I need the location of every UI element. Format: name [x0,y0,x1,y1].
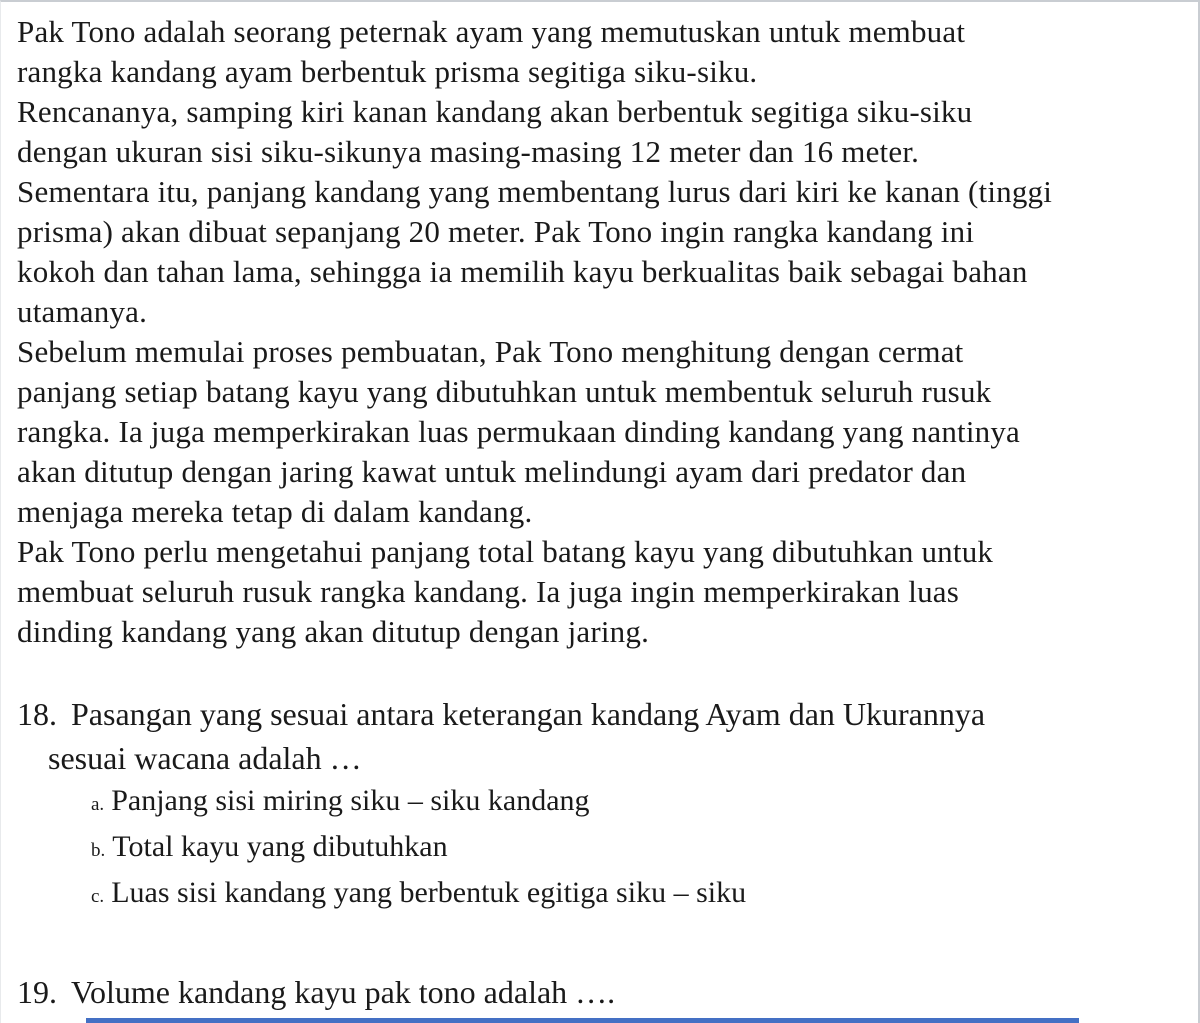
passage-line: prisma) akan dibuat sepanjang 20 meter. Pak Tono ingin rangka kandang ini [17,214,975,249]
question-19-text: Volume kandang kayu pak tono adalah …. [71,974,616,1010]
passage-line: menjaga mereka tetap di dalam kandang. [17,494,533,529]
passage-line: Sementara itu, panjang kandang yang membentang lurus dari kiri ke kanan (tinggi [17,174,1053,209]
option-c-text: Luas sisi kandang yang berbentuk egitiga siku – siku [111,876,747,909]
option-a-marker: a. [91,794,105,815]
question-18 [17,692,1190,918]
document-content [17,12,1190,1014]
passage-line: utamanya. [17,294,148,329]
passage-line: akan ditutup dengan jaring kawat untuk melindungi ayam dari predator dan [17,454,967,489]
question-18-text: Pasangan yang sesuai antara keterangan kandang Ayam dan Ukurannya [71,696,986,732]
passage-line: Sebelum memulai proses pembuatan, Pak Tono menghitung dengan cermat [17,334,964,369]
passage-line: kokoh dan tahan lama, sehingga ia memilih kayu berkualitas baik sebagai bahan [17,254,1028,289]
passage-line: membuat seluruh rusuk rangka kandang. Ia juga ingin memperkirakan luas [17,574,960,609]
question-18-number: 18. [17,696,57,732]
option-b-text: Total kayu yang dibutuhkan [112,830,448,863]
bottom-divider-line [86,1018,1079,1023]
option-a-text: Panjang sisi miring siku – siku kandang [111,784,590,817]
passage-line: rangka kandang ayam berbentuk prisma segitiga siku-siku. [17,54,758,89]
question-18-options [91,780,1190,918]
passage-line: dinding kandang yang akan ditutup dengan jaring. [17,614,650,649]
passage-line: panjang setiap batang kayu yang dibutuhkan untuk membentuk seluruh rusuk [17,374,992,409]
passage [17,12,1190,652]
question-19 [17,970,1190,1014]
option-b-marker: b. [91,840,106,861]
question-19-line-1 [17,970,1190,1014]
option-c [91,872,1190,918]
passage-line: Pak Tono adalah seorang peternak ayam yang memutuskan untuk membuat [17,14,966,49]
question-18-line-1 [17,692,1190,736]
question-18-line-2: sesuai wacana adalah … [48,740,362,776]
question-19-number: 19. [17,974,57,1010]
option-b [91,826,1190,872]
passage-line: rangka. Ia juga memperkirakan luas permukaan dinding kandang yang nantinya [17,414,1021,449]
passage-line: dengan ukuran sisi siku-sikunya masing-masing 12 meter dan 16 meter. [17,134,920,169]
option-a [91,780,1190,826]
passage-line: Rencananya, samping kiri kanan kandang akan berbentuk segitiga siku-siku [17,94,973,129]
passage-line: Pak Tono perlu mengetahui panjang total batang kayu yang dibutuhkan untuk [17,534,994,569]
option-c-marker: c. [91,886,105,907]
